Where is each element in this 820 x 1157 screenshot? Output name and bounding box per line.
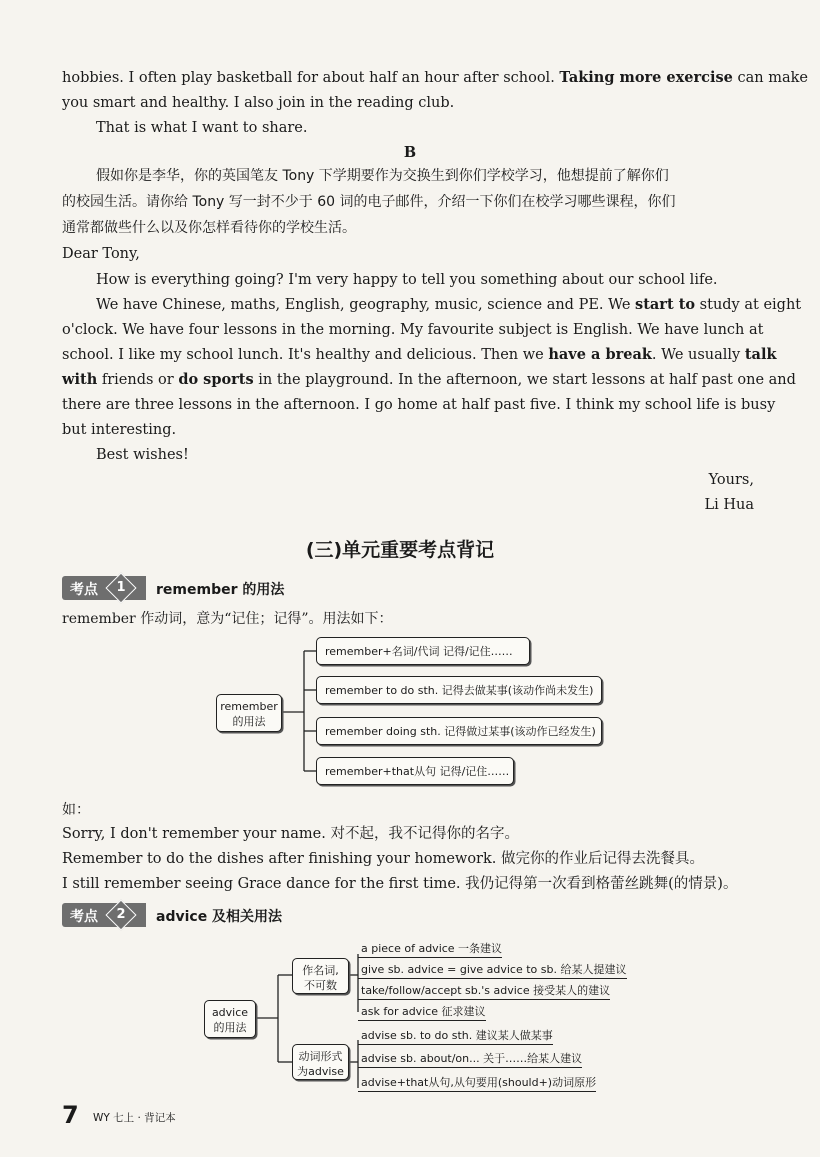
advice-noun-line-1: 作名词, <box>302 964 339 977</box>
advice-noun-item-4: ask for advice 征求建议 <box>358 1003 486 1021</box>
prompt-line-3: 通常都做些什么以及你怎样看待你的学校生活。 <box>62 220 356 236</box>
letter-b-yours: Yours, <box>708 472 754 488</box>
prompt-line-1: 假如你是李华，你的英国笔友 Tony 下学期要作为交换生到你们学校学习，他想提前了解你们 <box>96 168 669 184</box>
remember-root-line-1: remember <box>220 700 278 713</box>
advice-noun-item-2: give sb. advice = give advice to sb. 给某人提建议 <box>358 961 627 979</box>
example-3: I still remember seeing Grace dance for the first time. 我仍记得第一次看到格蕾丝跳舞(的情景)。 <box>62 876 738 892</box>
example-2: Remember to do the dishes after finishing your homework. 做完你的作业后记得去洗餐具。 <box>62 851 704 867</box>
example-label: 如： <box>62 802 90 818</box>
advice-verb-item-2: advise sb. about/on... 关于……给某人建议 <box>358 1050 582 1068</box>
advice-verb-line-1: 动词形式 <box>298 1050 343 1063</box>
kaodian-2-badge <box>62 903 146 927</box>
section-title: (三)单元重要考点背记 <box>305 539 495 561</box>
example-1: Sorry, I don't remember your name. 对不起，我不记得你的名字。 <box>62 826 519 842</box>
letter-b-signature: Li Hua <box>704 497 754 513</box>
text-run: can make <box>732 70 808 86</box>
kaodian-2-number: 2 <box>116 907 126 922</box>
letter-a-line-2: you smart and healthy. I also join in the reading club. <box>62 95 455 111</box>
remember-branch-2: remember to do sth. 记得去做某事(该动作尚未发生) <box>316 676 602 704</box>
remember-root-box <box>216 694 282 732</box>
kaodian-1-number: 1 <box>116 580 126 595</box>
bold-phrase: start to <box>635 296 696 313</box>
letter-b-line-7: but interesting. <box>62 422 177 438</box>
letter-b-line-1: How is everything going? I'm very happy to tell you something about our school life. <box>96 272 718 288</box>
letter-b-wishes: Best wishes! <box>96 447 189 463</box>
bold-phrase: have a break <box>548 346 652 363</box>
advice-noun-line-2: 不可数 <box>304 979 337 992</box>
text-run: We have Chinese, maths, English, geography, music, science and PE. We <box>96 297 636 313</box>
kaodian-2-title: advice 及相关用法 <box>156 909 283 925</box>
kaodian-1-badge-label: 考点 <box>70 582 98 598</box>
advice-root-box <box>204 1000 256 1038</box>
letter-b-greeting: Dear Tony, <box>62 246 140 262</box>
advice-root-line-1: advice <box>211 1006 249 1019</box>
letter-a-closing: That is what I want to share. <box>96 120 308 136</box>
book-label: WY 七上 · 背记本 <box>93 1112 176 1124</box>
advice-verb-box <box>292 1044 349 1080</box>
bold-phrase: Taking more exercise <box>559 69 733 86</box>
section-b-label: B <box>403 144 417 161</box>
kaodian-1-intro: remember 作动词，意为“记住；记得”。用法如下： <box>62 611 393 627</box>
remember-branch-1: remember+名词/代词 记得/记住…… <box>316 637 530 665</box>
letter-b-line-3: o'clock. We have four lessons in the morning. My favourite subject is English. We have lunch at <box>62 322 764 338</box>
advice-noun-box <box>292 958 349 994</box>
advice-noun-item-3: take/follow/accept sb.'s advice 接受某人的建议 <box>358 982 610 1000</box>
advice-verb-item-3: advise+that从句,从句要用(should+)动词原形 <box>358 1074 596 1092</box>
bold-phrase: do sports <box>178 371 254 388</box>
text-run: school. I like my school lunch. It's healthy and delicious. Then we <box>62 347 549 363</box>
remember-branch-3: remember doing sth. 记得做过某事(该动作已经发生) <box>316 717 602 745</box>
kaodian-2-diamond-icon <box>105 899 136 930</box>
page-number: 7 <box>62 1101 79 1129</box>
advice-verb-item-1: advise sb. to do sth. 建议某人做某事 <box>358 1027 553 1045</box>
bold-phrase: with <box>62 371 98 388</box>
text-run: study at eight <box>695 297 802 313</box>
prompt-line-2: 的校园生活。请你给 Tony 写一封不少于 60 词的电子邮件，介绍一下你们在校学习哪些课程，你们 <box>62 194 676 210</box>
advice-noun-item-1: a piece of advice 一条建议 <box>358 940 502 958</box>
bold-phrase: talk <box>744 346 777 363</box>
letter-b-line-6: there are three lessons in the afternoon. I go home at half past five. I think my school life is busy <box>62 397 776 413</box>
text-run: hobbies. I often play basketball for about half an hour after school. <box>62 70 560 86</box>
remember-root-line-2: 的用法 <box>232 715 266 728</box>
advice-verb-line-2: 为advise <box>297 1065 344 1078</box>
kaodian-2-badge-label: 考点 <box>70 909 98 925</box>
text-run: friends or <box>97 372 179 388</box>
text-run: . We usually <box>651 347 745 363</box>
text-run: in the playground. In the afternoon, we start lessons at half past one and <box>253 372 796 388</box>
remember-branch-4: remember+that从句 记得/记住…… <box>316 757 514 785</box>
kaodian-1-title: remember 的用法 <box>156 582 285 598</box>
advice-root-line-2: 的用法 <box>213 1021 247 1034</box>
